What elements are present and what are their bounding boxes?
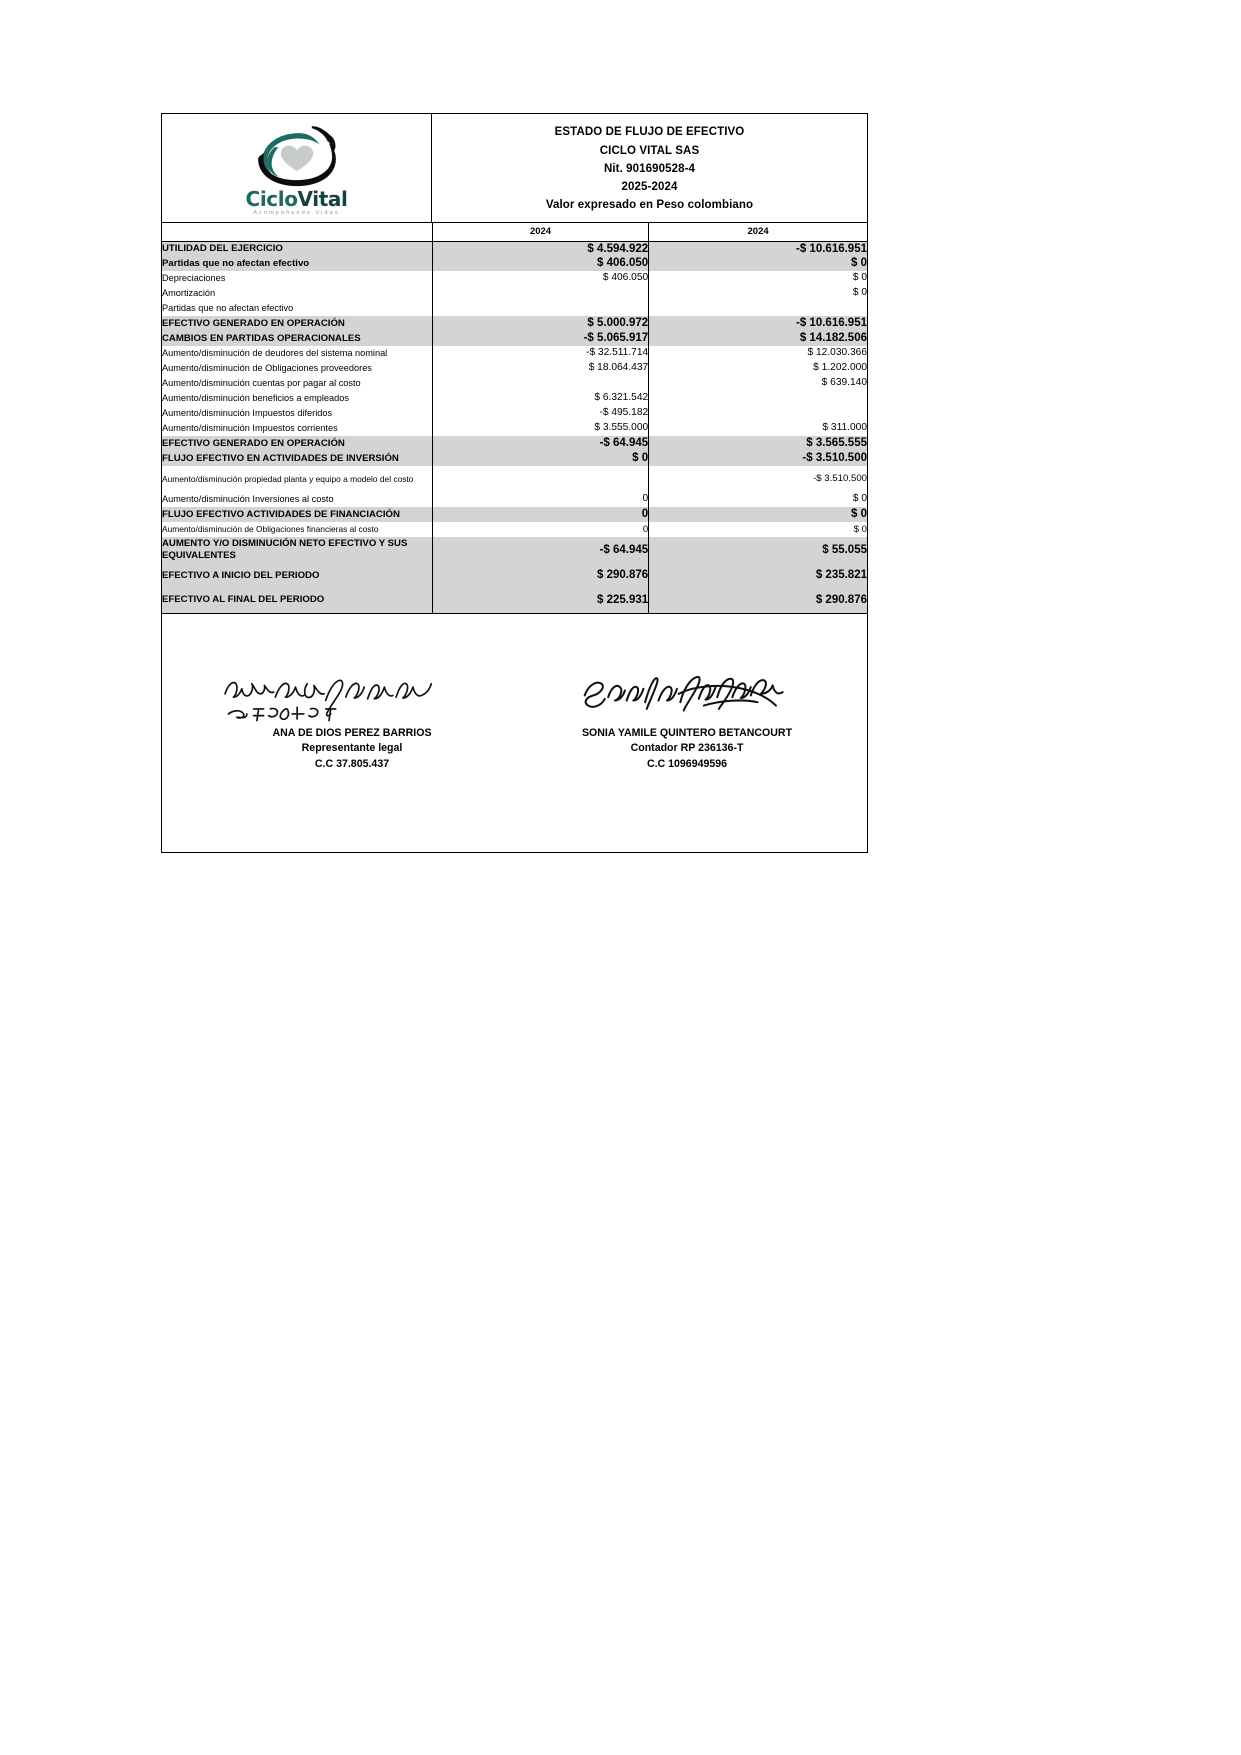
- row-label: Aumento/disminución cuentas por pagar al costo: [162, 376, 432, 391]
- table-row: [162, 466, 867, 492]
- signer-role-accountant: Contador RP 236136-T: [630, 742, 744, 755]
- logo-tagline: Acompañando Vidas: [253, 209, 340, 216]
- signature-area: [162, 614, 867, 858]
- handwritten-signature-accountant-icon: [578, 672, 796, 724]
- row-value-year2: $ 0: [649, 507, 867, 522]
- signer-name-accountant: SONIA YAMILE QUINTERO BETANCOURT: [581, 726, 793, 739]
- row-label: EFECTIVO A INICIO DEL PERIODO: [162, 563, 432, 588]
- row-label: Amortización: [162, 286, 432, 301]
- currency-note: Valor expresado en Peso colombiano: [545, 199, 754, 212]
- cashflow-table-body: [162, 241, 867, 613]
- document-title-block: [432, 114, 867, 222]
- table-row: [162, 361, 867, 376]
- row-label: Aumento/disminución Impuestos corrientes: [162, 421, 432, 436]
- logo: [243, 125, 351, 216]
- table-row: [162, 376, 867, 391]
- row-label: Aumento/disminución Inversiones al costo: [162, 492, 432, 507]
- row-value-year2: $ 0: [649, 256, 867, 271]
- row-label: Aumento/disminución de Obligaciones proveedores: [162, 361, 432, 376]
- document-header: [162, 114, 867, 223]
- column-header-year1: 2024: [432, 223, 648, 241]
- table-row: [162, 492, 867, 507]
- table-row: [162, 588, 867, 613]
- row-value-year1: $ 6.321.542: [432, 391, 648, 406]
- signature-block-accountant: [522, 672, 852, 774]
- row-label: AUMENTO Y/O DISMINUCIÓN NETO EFECTIVO Y SUS EQUIVALENTES: [162, 537, 432, 563]
- table-row: [162, 421, 867, 436]
- row-value-year1: -$ 64.945: [432, 537, 648, 563]
- logo-wordmark-part2: Vital: [297, 186, 348, 211]
- signature-block-representative: [202, 672, 502, 774]
- row-value-year2: $ 235.821: [649, 563, 867, 588]
- row-value-year1: -$ 495.182: [432, 406, 648, 421]
- row-label: Aumento/disminución propiedad planta y equipo a modelo del costo: [162, 466, 432, 492]
- row-value-year1: [432, 286, 648, 301]
- row-value-year2: $ 3.565.555: [649, 436, 867, 451]
- row-label: Partidas que no afectan efectivo: [162, 301, 432, 316]
- row-value-year2: $ 12.030.366: [807, 347, 867, 359]
- table-row: [162, 241, 867, 256]
- company-name: CICLO VITAL SAS: [599, 144, 700, 157]
- row-value-year2: -$ 10.616.951: [649, 241, 867, 256]
- table-row: [162, 286, 867, 301]
- row-value-year1: $ 290.876: [432, 563, 648, 588]
- row-value-year2: [649, 391, 867, 406]
- signer-cc-accountant: C.C 1096949596: [646, 758, 728, 771]
- signer-role-representative: Representante legal: [301, 742, 403, 755]
- row-value-year1: $ 406.050: [432, 271, 648, 286]
- company-logo-cell: [162, 114, 432, 222]
- row-value-year1: [432, 376, 648, 391]
- logo-wordmark-part1: Ciclo: [245, 186, 298, 211]
- table-row: [162, 507, 867, 522]
- table-row: [162, 451, 867, 466]
- row-value-year2: $ 0: [852, 287, 867, 299]
- column-header-year2: 2024: [649, 223, 867, 241]
- signer-cc-representative: C.C 37.805.437: [314, 758, 390, 771]
- row-value-year1: $ 406.050: [432, 256, 648, 271]
- document-frame: [161, 113, 868, 853]
- row-label: EFECTIVO AL FINAL DEL PERIODO: [162, 588, 432, 613]
- row-value-year2: $ 14.182.506: [649, 331, 867, 346]
- row-label: FLUJO EFECTIVO ACTIVIDADES DE FINANCIACIÓN: [162, 507, 432, 522]
- row-value-year2: $ 0: [853, 523, 867, 535]
- table-row: [162, 271, 867, 286]
- row-value-year1: -$ 32.511.714: [432, 346, 648, 361]
- table-row: [162, 301, 867, 316]
- row-value-year2: $ 0: [852, 493, 867, 505]
- row-value-year1: 0: [432, 522, 648, 537]
- ciclovital-logo-icon: [243, 125, 351, 191]
- row-value-year2: $ 639.140: [821, 377, 867, 389]
- signer-name-representative: ANA DE DIOS PEREZ BARRIOS: [272, 726, 432, 739]
- row-value-year1: -$ 64.945: [432, 436, 648, 451]
- table-row: [162, 436, 867, 451]
- row-label: Aumento/disminución de deudores del sistema nominal: [162, 346, 432, 361]
- row-value-year2: $ 311.000: [822, 422, 867, 434]
- row-value-year1: -$ 5.065.917: [432, 331, 648, 346]
- row-label: EFECTIVO GENERADO EN OPERACIÓN: [162, 316, 432, 331]
- row-value-year2: -$ 3.510.500: [813, 473, 867, 485]
- row-value-year2: -$ 3.510.500: [649, 451, 867, 466]
- row-value-year2: $ 0: [852, 272, 867, 284]
- row-label: Aumento/disminución de Obligaciones financieras al costo: [162, 522, 432, 537]
- row-label: CAMBIOS EN PARTIDAS OPERACIONALES: [162, 331, 432, 346]
- logo-wordmark: [245, 186, 348, 211]
- company-nit: Nit. 901690528-4: [603, 162, 696, 175]
- row-value-year1: $ 4.594.922: [432, 241, 648, 256]
- table-row: [162, 346, 867, 361]
- table-header-row: [162, 223, 867, 241]
- table-row: [162, 563, 867, 588]
- row-value-year2: $ 55.055: [649, 537, 867, 563]
- table-row: [162, 256, 867, 271]
- row-label: Depreciaciones: [162, 271, 432, 286]
- row-value-year1: 0: [432, 507, 648, 522]
- row-label: Aumento/disminución Impuestos diferidos: [162, 406, 432, 421]
- row-label: UTILIDAD DEL EJERCICIO: [162, 241, 432, 256]
- row-value-year1: 0: [432, 492, 648, 507]
- handwritten-signature-representative-icon: [220, 672, 438, 724]
- report-period: 2025-2024: [621, 181, 678, 194]
- table-row: [162, 522, 867, 537]
- row-value-year1: [432, 466, 648, 492]
- column-header-label: [162, 223, 432, 241]
- row-value-year1: $ 5.000.972: [432, 316, 648, 331]
- row-label: EFECTIVO GENERADO EN OPERACIÓN: [162, 436, 432, 451]
- row-value-year2: -$ 10.616.951: [649, 316, 867, 331]
- row-value-year2: [649, 406, 867, 421]
- cashflow-table: [162, 223, 867, 614]
- row-value-year2: [649, 301, 867, 316]
- row-value-year1: $ 225.931: [432, 588, 648, 613]
- report-title: ESTADO DE FLUJO DE EFECTIVO: [554, 126, 745, 139]
- row-value-year1: $ 18.064.437: [432, 361, 648, 376]
- row-value-year1: $ 3.555.000: [432, 421, 648, 436]
- row-value-year1: $ 0: [432, 451, 648, 466]
- row-value-year2: $ 290.876: [649, 588, 867, 613]
- row-label: Partidas que no afectan efectivo: [162, 256, 432, 271]
- row-value-year2: $ 1.202.000: [813, 362, 867, 374]
- row-label: Aumento/disminución beneficios a empleados: [162, 391, 432, 406]
- table-row: [162, 331, 867, 346]
- table-row: [162, 406, 867, 421]
- table-row: [162, 316, 867, 331]
- table-row: [162, 537, 867, 563]
- row-label: FLUJO EFECTIVO EN ACTIVIDADES DE INVERSIÓN: [162, 451, 432, 466]
- row-value-year1: [432, 301, 648, 316]
- table-row: [162, 391, 867, 406]
